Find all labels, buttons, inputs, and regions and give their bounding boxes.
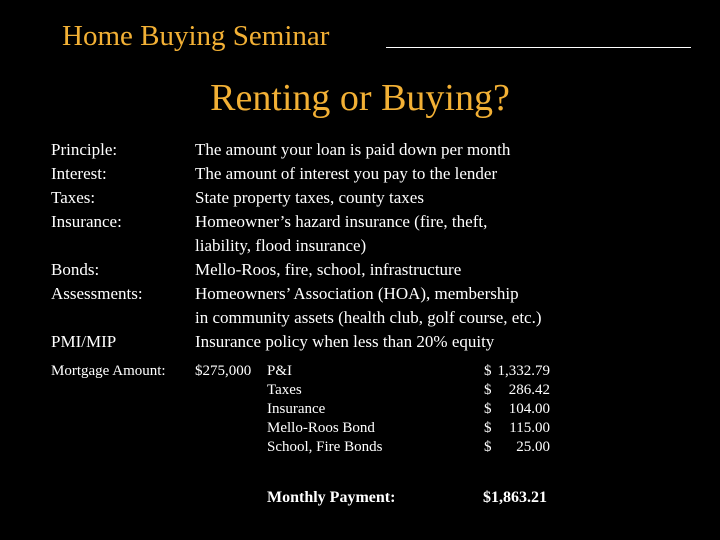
header-rule xyxy=(386,47,691,48)
term-insurance: Insurance: xyxy=(51,212,122,231)
definition-insurance-line2: liability, flood insurance) xyxy=(195,236,367,255)
cost-value-insurance: 104.00 xyxy=(508,401,550,417)
cost-name-taxes: Taxes xyxy=(267,382,302,398)
definition-taxes: State property taxes, county taxes xyxy=(195,188,424,207)
currency-symbol: $ xyxy=(484,401,492,417)
cost-value-school-fire-bonds: 25.00 xyxy=(516,439,550,455)
currency-symbol: $ xyxy=(484,363,492,379)
definition-insurance-line1: Homeowner’s hazard insurance (fire, theft, xyxy=(195,212,488,231)
cost-value-mello-roos-bond: 115.00 xyxy=(509,420,550,436)
term-bonds: Bonds: xyxy=(51,260,100,279)
term-interest: Interest: xyxy=(51,164,107,183)
term-principle: Principle: xyxy=(51,140,118,159)
mortgage-amount-label: Mortgage Amount: xyxy=(51,363,166,379)
cost-name-insurance: Insurance xyxy=(267,401,326,417)
cost-name-school-fire-bonds: School, Fire Bonds xyxy=(267,439,383,455)
cost-value-pi: 1,332.79 xyxy=(497,363,550,379)
term-taxes: Taxes: xyxy=(51,188,96,207)
mortgage-amount-value: $275,000 xyxy=(195,363,252,379)
cost-value-taxes: 286.42 xyxy=(508,382,550,398)
header-title: Home Buying Seminar xyxy=(62,20,330,52)
cost-name-mello-roos-bond: Mello-Roos Bond xyxy=(267,420,375,436)
currency-symbol: $ xyxy=(484,420,492,436)
monthly-payment-value: $1,863.21 xyxy=(483,489,547,506)
definition-assessments-line1: Homeowners’ Association (HOA), membership xyxy=(195,284,519,303)
currency-symbol: $ xyxy=(484,439,492,455)
currency-symbol: $ xyxy=(484,382,492,398)
definition-bonds: Mello-Roos, fire, school, infrastructure xyxy=(195,260,462,279)
term-assessments: Assessments: xyxy=(51,284,143,303)
cost-name-pi: P&I xyxy=(267,363,293,379)
definition-pmi-mip: Insurance policy when less than 20% equity xyxy=(195,332,495,351)
definition-assessments-line2: in community assets (health club, golf course, etc.) xyxy=(195,308,542,327)
definition-principle: The amount your loan is paid down per month xyxy=(195,140,511,159)
monthly-payment-label: Monthly Payment: xyxy=(267,489,396,506)
slide-title: Renting or Buying? xyxy=(210,77,510,119)
definition-interest: The amount of interest you pay to the lender xyxy=(195,164,498,183)
term-pmi-mip: PMI/MIP xyxy=(51,332,117,351)
